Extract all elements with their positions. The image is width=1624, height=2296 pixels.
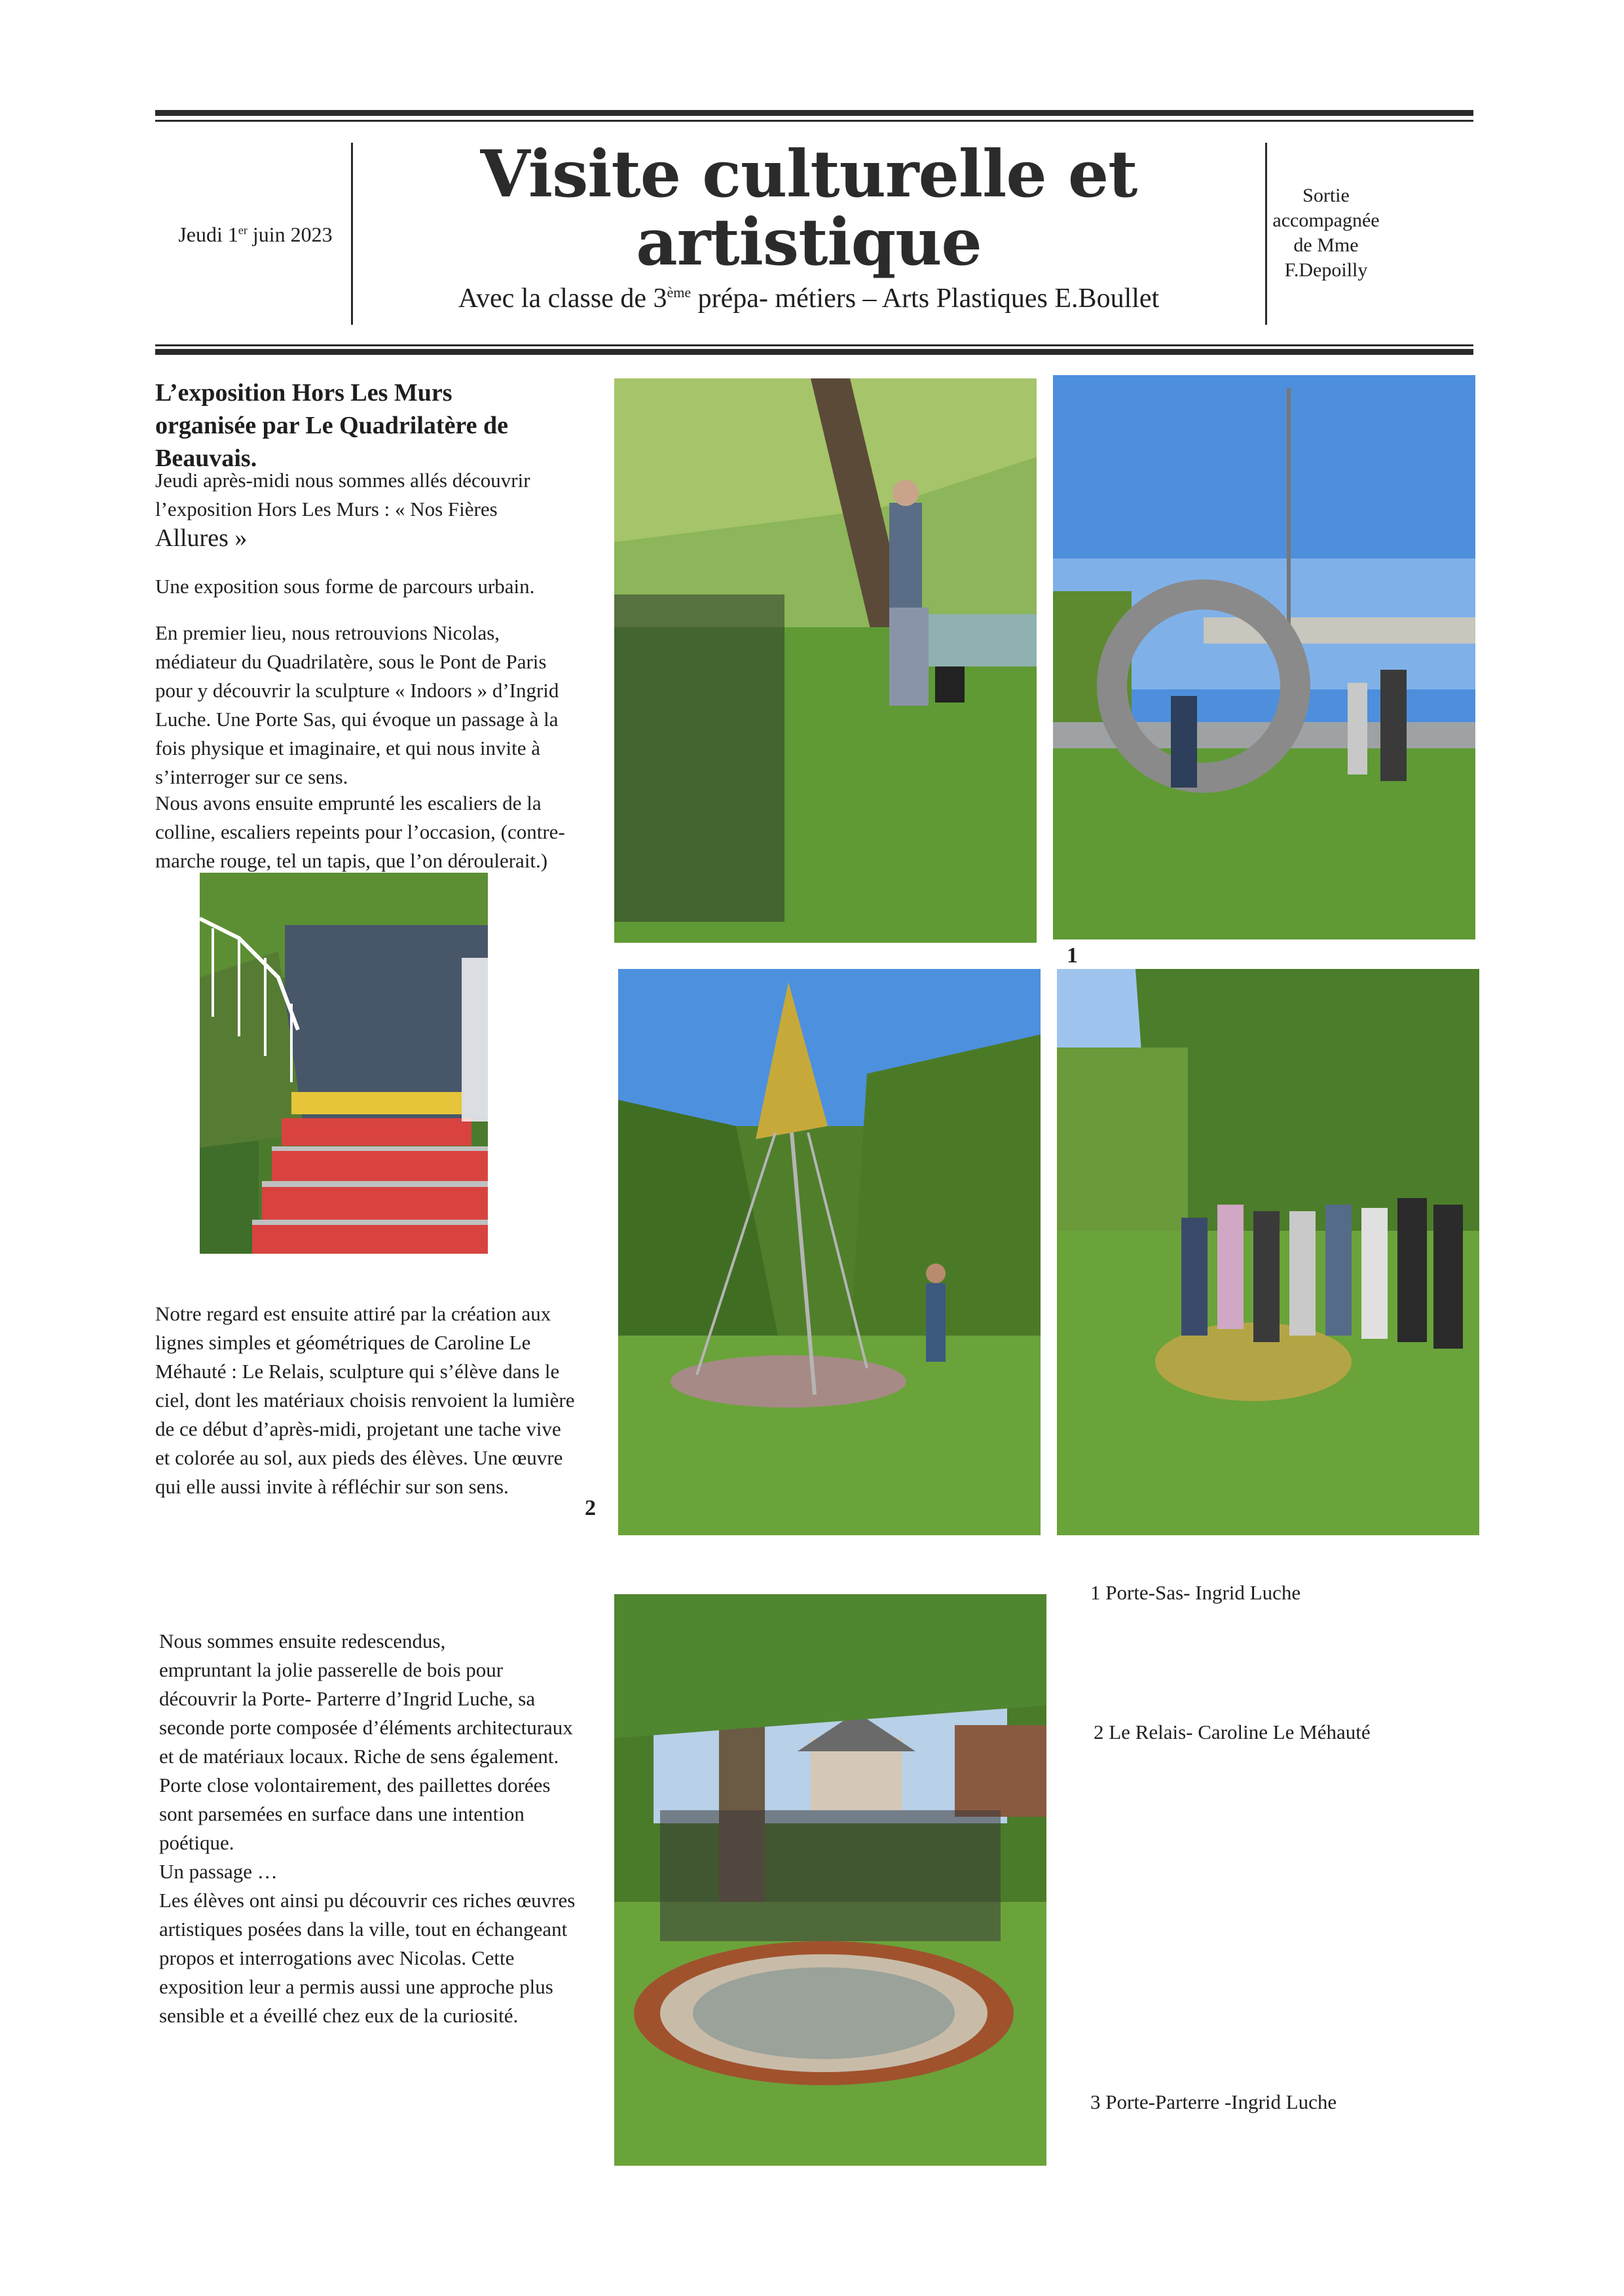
photo-painted-stairs xyxy=(200,873,488,1254)
header-divider-left xyxy=(351,143,353,325)
photo-porte-parterre xyxy=(614,1594,1046,2166)
outro-paragraph: Nous sommes ensuite redescendus, empruntant la jolie passerelle de bois pour découvrir la Porte- Parterre d’Ingrid Luche, sa seconde porte composée d’éléments architecturaux et de matériaux locaux. Riche de sens également. Porte close volontairement, des paillettes dorées sont parsemées en surface dans une intention poétique. Un passage … Les élèves ont ainsi pu découvrir ces riches œuvres artistiques posées dans la ville, tout en échangeant propos et interrogations avec Nicolas. Cette exposition leur a permis aussi une approche plus sensible et a éveillé chez eux de la curiosité. xyxy=(159,1630,576,2027)
photo-marker-1: 1 xyxy=(1067,943,1078,968)
photo-students-group xyxy=(1057,969,1479,1535)
page-title xyxy=(380,137,1238,280)
header-bottom-rule xyxy=(155,349,1473,355)
photo-marker-2: 2 xyxy=(585,1496,596,1520)
header-top-rule-thin xyxy=(155,120,1473,122)
photo-porte-sas-sculpture xyxy=(1053,375,1475,939)
page-subtitle: Avec la classe de 3ème prépa- métiers – Arts Plastiques E.Boullet xyxy=(458,283,1160,314)
header-bottom-rule-thin xyxy=(155,344,1473,346)
intro-heading: L’exposition Hors Les Murs organisée par Le Quadrilatère de Beauvais. xyxy=(155,379,508,472)
caption-porte-parterre: 3 Porte-Parterre -Ingrid Luche xyxy=(1090,2090,1337,2113)
relais-paragraph: Notre regard est ensuite attiré par la création aux lignes simples et géométriques de Caroline Le Méhauté : Le Relais, sculpture qui s’élève dans le ciel, dont les matériaux choisis renvoient la lumière de ce début d’après-midi, projetant une tache vive et colorée au sol, aux pieds des élèves. Une œuvre qui elle aussi invite à réfléchir sur son sens. xyxy=(155,1302,575,1498)
caption-le-relais: 2 Le Relais- Caroline Le Méhauté xyxy=(1094,1721,1371,1743)
header-date: Jeudi 1er juin 2023 xyxy=(178,223,333,246)
caption-porte-sas: 1 Porte-Sas- Ingrid Luche xyxy=(1090,1581,1301,1604)
page-title-line1: Visite culturelle et xyxy=(480,137,1137,212)
photo-group-under-willow xyxy=(614,378,1037,943)
page-title-line2: artistique xyxy=(636,205,982,280)
intro-paragraph-3: En premier lieu, nous retrouvions Nicolas, médiateur du Quadrilatère, sous le Pont de Paris pour y découvrir la sculpture « Indoors » d’Ingrid Luche. Une Porte Sas, qui évoque un passage à la fois physique et imaginaire, et qui nous invite à s’interroger sur ce sens. xyxy=(155,621,559,788)
header-top-rule xyxy=(155,110,1473,116)
photo-le-relais-sculpture xyxy=(618,969,1041,1535)
intro-paragraph-4: Nous avons ensuite emprunté les escaliers de la colline, escaliers repeints pour l’occasion, (contre- marche rouge, tel un tapis, que l’on déroulerait.) xyxy=(155,792,565,872)
intro-paragraph-1: Jeudi après-midi nous sommes allés découvrir l’exposition Hors Les Murs : « Nos Fières Allures » xyxy=(155,469,530,552)
header-sortie: Sortie accompagnée de Mme F.Depoilly xyxy=(1272,185,1380,281)
intro-paragraph-2: Une exposition sous forme de parcours urbain. xyxy=(155,575,535,598)
